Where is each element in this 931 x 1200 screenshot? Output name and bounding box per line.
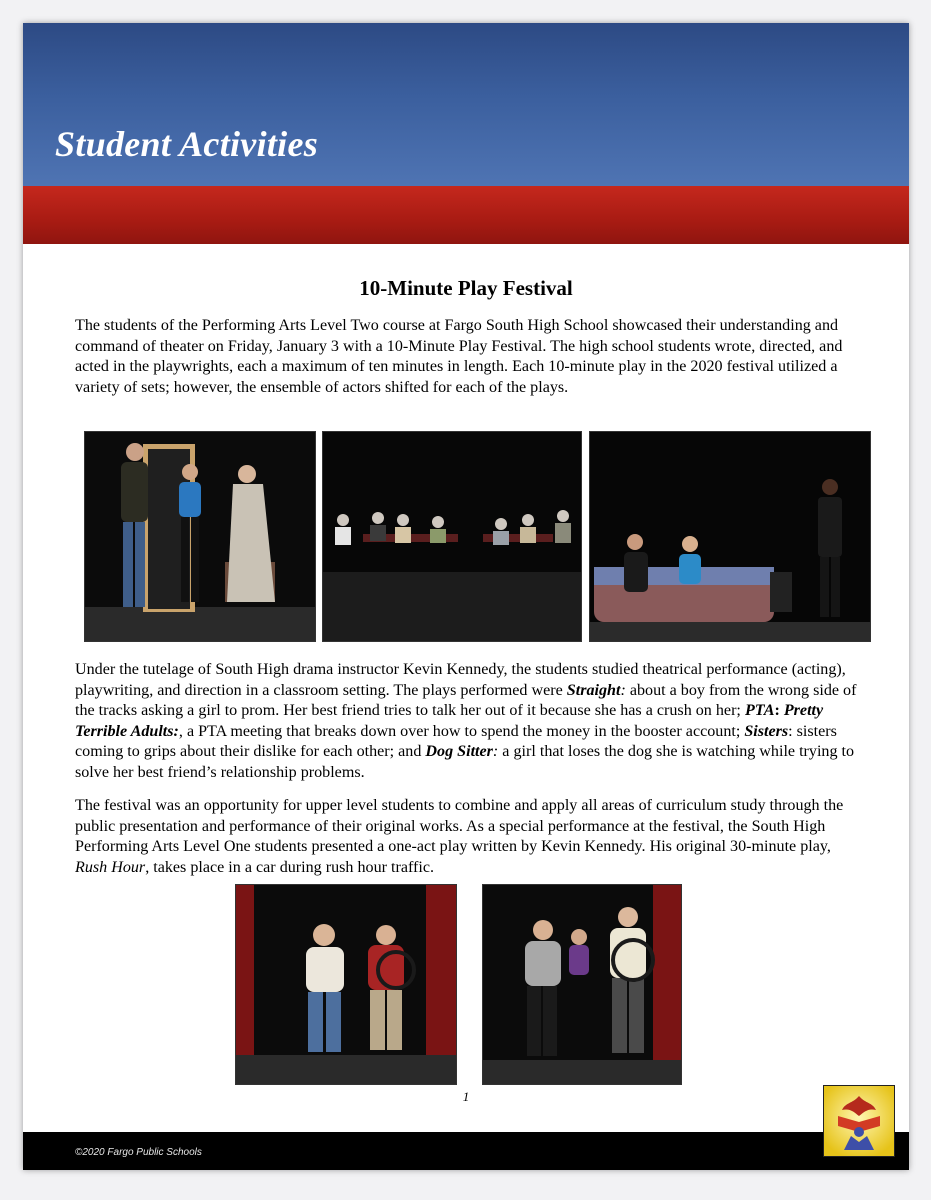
play-desc-pta: , a PTA meeting that breaks down over how to spend the money in the booster account; (178, 722, 745, 740)
section-title: Student Activities (55, 124, 319, 164)
play-desc-sisters: : sisters coming to grips about their dislike for each other; and (75, 722, 837, 760)
paragraph-intro: The students of the Performing Arts Level Two course at Fargo South High School showcased their understanding and command of theater on Friday, January 3 with a 10-Minute Play Festival. The high school students wrote, directed, and acted in the playwrights, each a maximum of ten minutes in length. Each 10-minute play in the 2020 festival utilized a variety of sets; however, the ensemble of actors shifted for each of the plays. (75, 317, 843, 396)
festival-text-end: , takes place in a car during rush hour traffic. (145, 858, 435, 876)
paragraph-festival (75, 796, 859, 878)
photo-dog-sitter-scene (589, 431, 871, 642)
photo-straight-scene (84, 431, 316, 642)
photo-pta-scene (322, 431, 582, 642)
play-title-straight: Straight (566, 681, 621, 699)
photo-rush-hour-scene-2 (482, 884, 682, 1085)
play-title-pta-subtitle: Pretty Terrible Adults: (75, 702, 824, 740)
play-title-dog-sitter-colon: : (492, 743, 499, 760)
newsletter-page (23, 23, 909, 1170)
play-desc-straight: about a boy from the wrong side of the tracks asking a girl to prom. Her best friend tries to talk her out of it because she has a crush on her; (75, 681, 857, 719)
header-banner-red (23, 186, 909, 244)
paragraph-plays (75, 660, 859, 783)
play-title-straight-colon: : (620, 681, 626, 699)
fargo-schools-logo (823, 1085, 895, 1157)
article-title: 10-Minute Play Festival (359, 276, 573, 300)
play-title-pta: PTA (744, 702, 775, 719)
festival-text: The festival was an opportunity for upper level students to combine and apply all areas of curriculum study through the public presentation and performance of their original works. As a special performance at the festival, the South High Performing Arts Level One students presented a one-act play written by Kevin Kennedy. His original 30-minute play, (75, 797, 844, 855)
play-title-sisters: Sisters (744, 722, 789, 740)
photo-rush-hour-scene-1 (235, 884, 457, 1085)
play-desc-dog-sitter: a girl that loses the dog she is watching while trying to solve her best friend’s relationship problems. (75, 743, 855, 781)
footer-copyright: ©2020 Fargo Public Schools (75, 1147, 202, 1158)
page-number: 1 (462, 1089, 470, 1104)
play-title-rush-hour: Rush Hour (75, 858, 146, 876)
plays-intro-text: Under the tutelage of South High drama instructor Kevin Kennedy, the students studied theatrical performance (acting), playwriting, and direction in a classroom setting. The plays performed were (75, 661, 846, 699)
play-title-pta-colon: : (774, 702, 780, 719)
play-title-dog-sitter: Dog Sitter (425, 743, 493, 760)
